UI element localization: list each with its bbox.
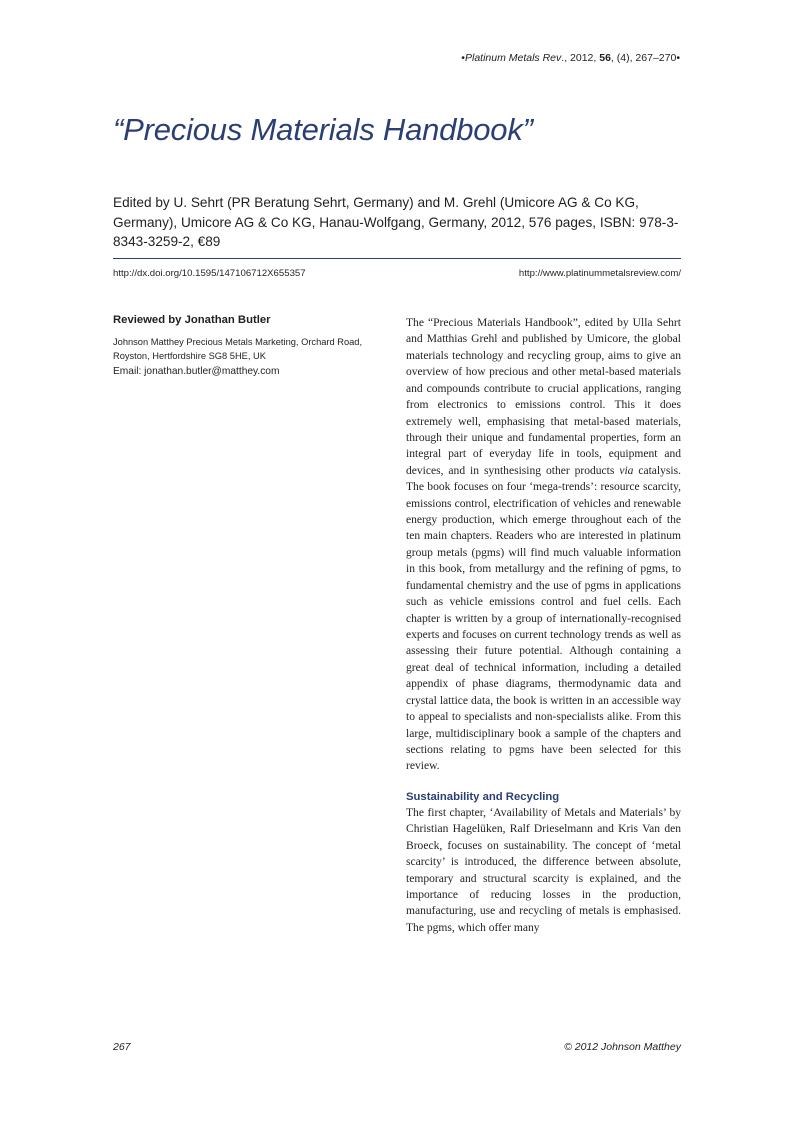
reviewer-email[interactable]: Email: jonathan.butler@matthey.com [113,366,280,377]
reviewer-block [113,314,393,377]
body-paragraph-1 [406,315,681,775]
paragraph-1-via: via [619,464,634,477]
header-divider [113,258,681,259]
journal-issue-pages: , (4), 267–270 [610,52,677,64]
paragraph-1-text-a: The “Precious Materials Handbook”, edited by Ulla Sehrt and Matthias Grehl and published by Umicore, the global materials technology and recycling group, aims to give an overview of how precious and other metal-based materials and compounds contribute to crucial applications, ranging from electronics to emissions control. This it does extremely well, emphasising that metal-based materials, through their unique and fundamental properties, form an integral part of everyday life in tools, equipment and devices, and in synthesising other products [406,317,681,477]
journal-citation [461,52,680,64]
doi-link[interactable]: http://dx.doi.org/10.1595/147106712X655357 [113,268,306,279]
copyright-notice: © 2012 Johnson Matthey [564,1041,681,1053]
journal-volume: 56 [599,52,611,64]
book-details: Edited by U. Sehrt (PR Beratung Sehrt, Germany) and M. Grehl (Umicore AG & Co KG, Germany), Umicore AG & Co KG, Hanau-Wolfgang, Germany, 2012, 576 pages, ISBN: 978-3-8343-3259-2, €89 [113,195,679,249]
body-paragraph-2: The first chapter, ‘Availability of Metals and Materials’ by Christian Hagelüken, Ralf Drieselmann and Kris Van den Broeck, focuses on sustainability. The concept of ‘metal scarcity’ is introduced, the difference between absolute, temporary and structural scarcity is explained, and the importance of reducing losses in the production, manufacturing, use and recycling of metals is emphasised. The pgms, which offer many [406,806,681,934]
bullet-left: • [461,52,465,64]
reviewer-affiliation: Johnson Matthey Precious Metals Marketing, Orchard Road, Royston, Hertfordshire SG8 5HE, UK [113,337,363,361]
bullet-right: • [676,52,680,64]
paragraph-1-text-b: catalysis. The book focuses on four ‘mega-trends’: resource scarcity, emissions control, electrification of vehicles and renewable energy production, which emerge throughout each of the ten main chapters. Readers who are interested in platinum group metals (pgms) will find much valuable information in this book, from metallurgy and the refining of pgms, to fundamental chemistry and the use of pgms in applications such as vehicle emissions control and fuel cells. Each chapter is written by a group of internationally-recognised experts and focuses on current technology trends as well as assessing their future potential. Although containing a great deal of technical information, including a detailed appendix of phase diagrams, thermodynamic data and crystal lattice data, the book is written in an accessible way to appeal to specialists and non-specialists alike. From this large, multidisciplinary book a sample of the chapters and sections relating to pgms have been selected for this review. [406,464,681,773]
page-number: 267 [113,1041,131,1053]
journal-name: Platinum Metals Rev [464,52,562,64]
review-body [406,315,681,936]
article-title: “Precious Materials Handbook” [113,112,533,147]
website-link[interactable]: http://www.platinummetalsreview.com/ [518,268,681,279]
section-heading: Sustainability and Recycling [406,790,560,803]
reviewer-name: Reviewed by Jonathan Butler [113,314,271,326]
journal-year: ., 2012, [561,52,600,64]
